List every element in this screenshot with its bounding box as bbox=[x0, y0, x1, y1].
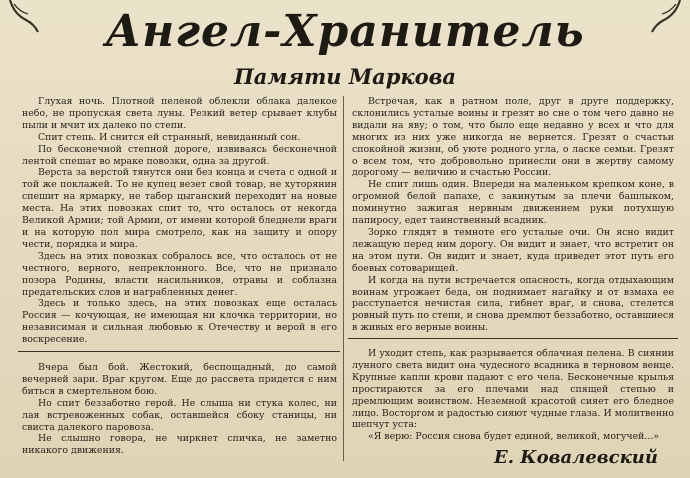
paragraph: Здесь и только здесь, на этих повозках еще осталась Россия — кочующая, не имеющая ни клочка территории, но независимая и сильная любовью к Отечеству и верой в его воскресение. bbox=[22, 298, 337, 346]
paragraph: Зорко глядят в темноте его усталые очи. Он ясно видит лежащую перед ним дорогу. Он видит и знает, что встретит он на этом пути. Он видит и знает, куда приведет этот путь его боевых сотоварищей. bbox=[352, 226, 674, 274]
column-right-top bbox=[352, 96, 674, 334]
article-dedication: Памяти Маркова bbox=[233, 64, 457, 89]
paragraph: Вчера был бой. Жестокий, беспощадный, до самой вечерней зари. Враг кругом. Еще до рассвета придется с ним биться в смертельном бою. bbox=[22, 362, 337, 397]
section-divider bbox=[348, 338, 678, 339]
paragraph: Встречая, как в ратном поле, друг в друге поддержку, склонились усталые воины и грезят во сне о том чего давно не видали на яву; о том, что было еще недавно у всех и что для многих из них уже никогда не вернется. Грезят о счастьи спокойной жизни, об уюте родного угла, о ласке семьи. Грезят о всем том, что добровольно принесли они в жертву самому дорогому — величию и счастью России. bbox=[352, 96, 674, 179]
section-divider bbox=[18, 351, 340, 352]
article-title: Ангел-Хранитель bbox=[105, 6, 585, 57]
paragraph: Но спит беззаботно герой. Не слыша ни стука колес, ни лая встревоженных собак, оставшейся сбоку станицы, ни свиста далекого паровоза. bbox=[22, 397, 337, 433]
paragraph: Не спит лишь один. Впереди на маленьком крепком коне, в огромной белой папахе, с закинутым за плечи башлыком, поминутно зажигая нервным движением руки потухшую папиросу, едет таинственный всадник. bbox=[352, 179, 674, 227]
paragraph: Спит степь. И снится ей странный, невиданный сон. bbox=[38, 131, 301, 143]
column-left-top bbox=[22, 96, 337, 346]
column-right-bottom bbox=[352, 348, 674, 443]
author-signature: Е. Ковалевский bbox=[494, 447, 658, 468]
paragraph: Глухая ночь. Плотной пеленой облекли облака далекое небо, не пропуская света луны. Резкий ветер срывает клубы пыли и мчит их далеко по степи. bbox=[22, 96, 337, 131]
paragraph: Здесь на этих повозках собралось все, что осталось от не честного, верного, непреклонного. Все, что не признало позора Родины, власти насильников, отравы и соблазна предательских слов и награбленных денег. bbox=[22, 250, 337, 298]
paragraph: И уходит степь, как разрывается облачная пелена. В сиянии лунного света видит она чудесного всадника в терновом венце. Крупные капли крови падают с его чела. Бесконечные крылья простираются за его плечами над спящей степью и дремлющим воинством. Неземной красотой сияет его бледное лицо. Восторгом и радостью сияют чудные глаза. И молитвенно шепчут уста: bbox=[352, 348, 674, 431]
paragraph: Не слышно говора, не чиркнет спичка, не заметно никакого движения. bbox=[22, 433, 337, 457]
column-left-bottom bbox=[22, 362, 337, 457]
paragraph: Верста за верстой тянутся они без конца и счета с одной и той же поклажей. То не купец везет свой товар, не хуторянин спешит на ярмарку, не табор цыганский переходит на новые места. На этих повозках спит то, что осталось от некогда Великой Армии; той Армии, от имени которой бледнели враги и на которую пол мира смотрело, как на защиту и опору чести, порядка и мира. bbox=[22, 167, 337, 250]
column-divider bbox=[343, 96, 344, 461]
paragraph: И когда на пути встречается опасность, когда отдыхающим воинам угрожает беда, он поднимает нагайку и от взмаха ее расступается нечистая сила, гибнет враг, и снова, стелется ровный путь по степи, и снова дремлют беззаботно, оставшиеся в живых его верные воины. bbox=[352, 274, 674, 334]
paragraph: По бесконечной степной дороге, извиваясь бесконечной лентой спешат во мраке повозки, одна за другой. bbox=[22, 143, 337, 167]
paragraph: «Я верю: Россия снова будет единой, великой, могучей...» bbox=[368, 431, 660, 443]
